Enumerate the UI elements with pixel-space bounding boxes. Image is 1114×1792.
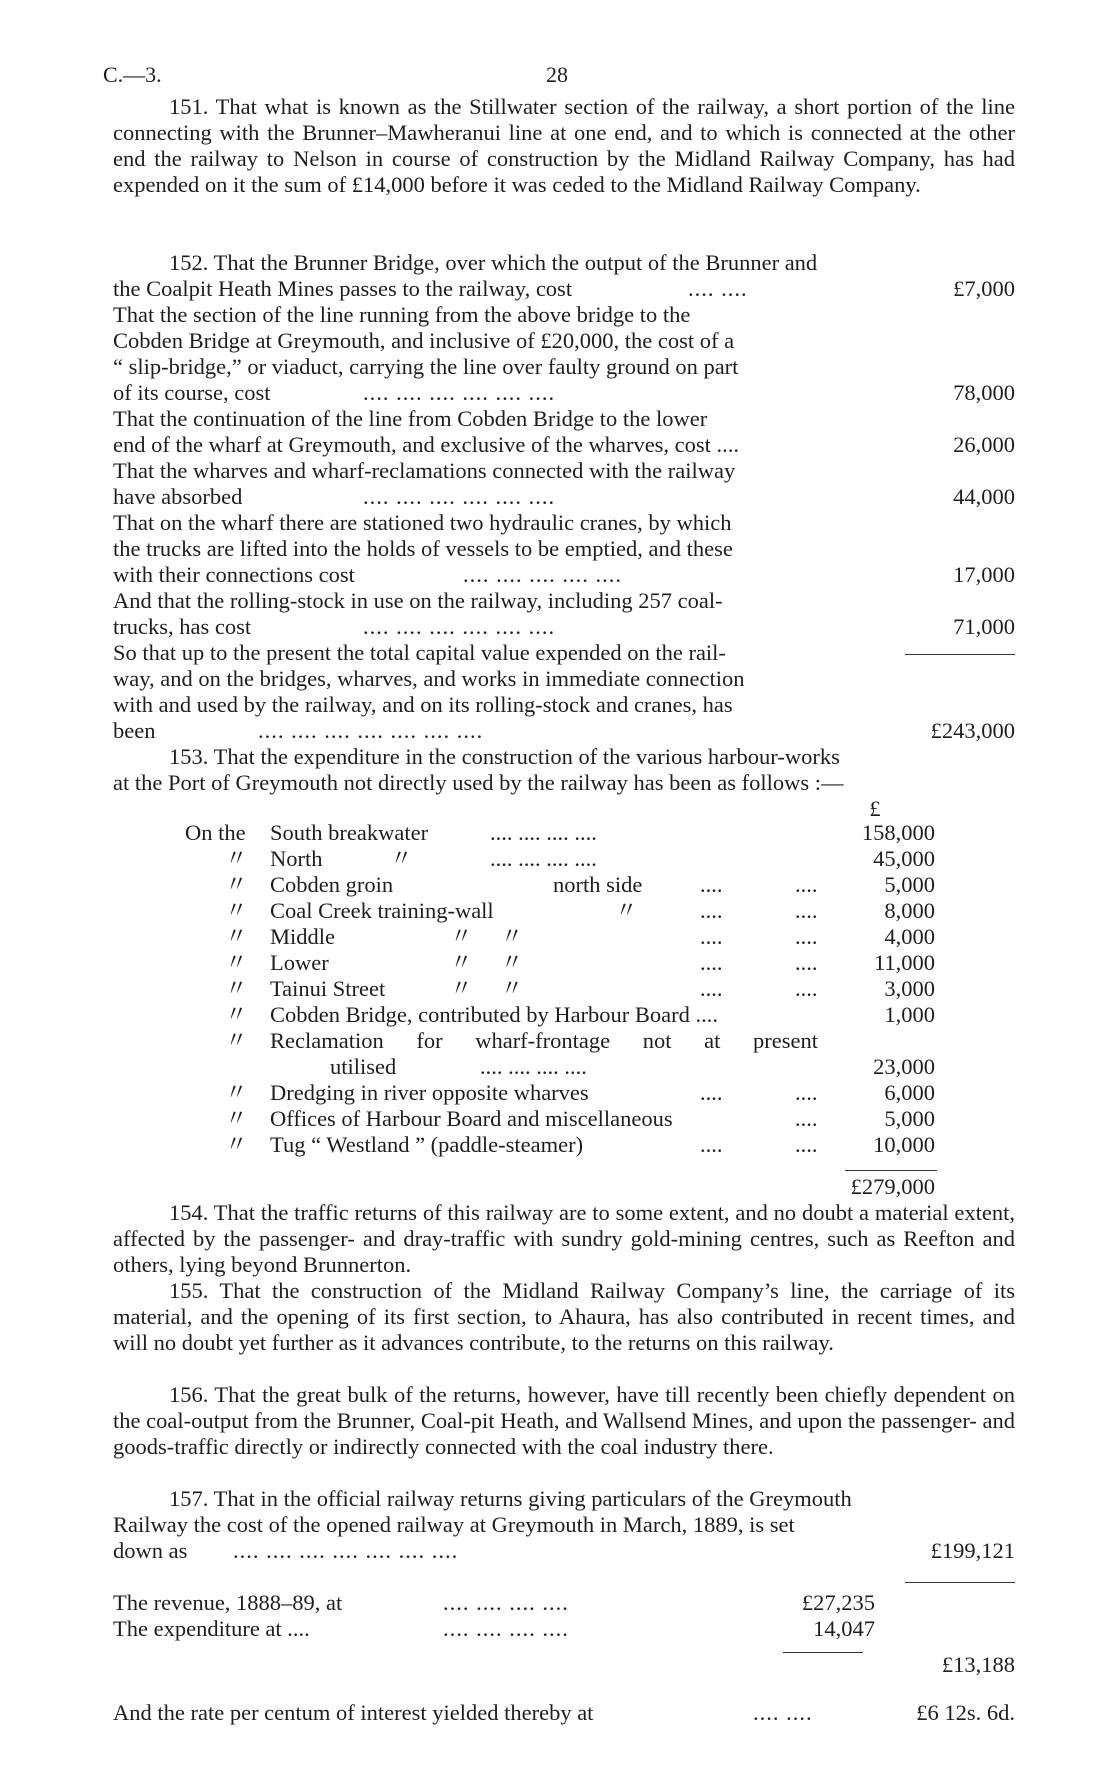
p152-line-15: trucks, has cost .... .... .... .... .... .... 71,000	[113, 614, 1015, 639]
hw-amount: 10,000	[873, 1132, 935, 1157]
p152-line-8: end of the wharf at Greymouth, and exclusive of the wharves, cost .... 26,000	[113, 432, 1015, 457]
revenue-amount: £27,235	[801, 1590, 875, 1615]
p152-line-11: That on the wharf there are stationed two hydraulic cranes, by which	[113, 510, 732, 535]
hw-label: Cobden groin	[270, 872, 394, 897]
subtotal-rule	[905, 654, 1015, 655]
hw-amount: 1,000	[884, 1002, 935, 1027]
p153-line-2: at the Port of Greymouth not directly used by the railway has been as follows :—	[113, 770, 844, 795]
p152-line-12: the trucks are lifted into the holds of vessels to be emptied, and these	[113, 536, 733, 561]
hw-prefix: On the	[185, 820, 246, 845]
paragraph-151: 151. That what is known as the Stillwater section of the railway, a short portion of the line connecting with the Brunner–Mawheranui line at one end, and to which is connected at the other end the railway to Nelson in course of construction by the Midland Railway Company, has had expended on it the sum of £14,000 before it was ceded to the Midland Railway Company.	[113, 94, 1015, 197]
paragraph-155: 155. That the construction of the Midland Railway Company’s line, the carriage of its material, and the opening of its first section, to Ahaura, has also contributed in recent times, and will no doubt yet further as it advances contribute, to the returns on this railway.	[113, 1278, 1015, 1355]
hw-label: Dredging in river opposite wharves	[270, 1080, 589, 1105]
p152-line-6: of its course, cost .... .... .... .... .... .... 78,000	[113, 380, 1015, 405]
hw-ditto: 〃	[225, 1132, 248, 1157]
p157-line-2: Railway the cost of the opened railway at Greymouth in March, 1889, is set	[113, 1512, 795, 1537]
p152-line-3: That the section of the line running from the above bridge to the	[113, 302, 691, 327]
currency-header: £	[869, 796, 881, 821]
hw-label: Tug “ Westland ” (paddle-steamer)	[270, 1132, 584, 1157]
hw-ditto: 〃	[225, 898, 248, 923]
hw-label: Coal Creek training-wall	[270, 898, 494, 923]
hw-amount: 8,000	[884, 898, 935, 923]
opened-railway-cost: £199,121	[930, 1538, 1015, 1563]
rolling-stock-cost: 71,000	[953, 614, 1015, 639]
p157-line-1: 157. That in the official railway returns giving particulars of the Greymouth	[169, 1486, 852, 1511]
hw-label: Middle	[270, 924, 335, 949]
continuation-cost: 26,000	[953, 432, 1015, 457]
hw-label: Tainui Street	[270, 976, 386, 1001]
page-number: 28	[546, 62, 568, 87]
p153-line-1: 153. That the expenditure in the construction of the various harbour-works	[169, 744, 840, 769]
interest-rate: £6 12s. 6d.	[916, 1700, 1015, 1725]
hw-label: Offices of Harbour Board and miscellaneous	[270, 1106, 673, 1131]
wharves-cost: 44,000	[953, 484, 1015, 509]
hw-amount: 3,000	[884, 976, 935, 1001]
section-cost: 78,000	[953, 380, 1015, 405]
hw-ditto: 〃	[225, 1080, 248, 1105]
p157-line-3: down as .... .... .... .... .... .... .... £199,121	[113, 1538, 1015, 1563]
p157-rule	[905, 1582, 1015, 1583]
hw-ditto: 〃	[615, 898, 638, 923]
hw-label: Reclamation for wharf-frontage not at present	[270, 1028, 818, 1053]
p152-line-5: “ slip-bridge,” or viaduct, carrying the line over faulty ground on part	[113, 354, 739, 379]
hw-label: utilised	[330, 1054, 397, 1079]
p152-line-2: the Coalpit Heath Mines passes to the railway, cost .... .... £7,000	[113, 276, 1015, 301]
net-line	[113, 1652, 1015, 1678]
document-page: C.—3. 28 151. That what is known as the Stillwater section of the railway, a short portion of the line connecting with the Brunner–Mawheranui line at one end, and to which is connected at the other end the railway to Nelson in course of construction by the Midland Railway Company, has had expended on it the sum of £14,000 before it was ceded to the Midland Railway Company. 152. That the Brunner Bridge, over which the output of the Brunner and the Coalpit Heath Mines passes to the railway, cost .... .... £7,000 That the section of the line running from the above bridge to the Cobden Bridge at Greymouth, and inclusive of £20,000, the cost of a “ slip-bridge,” or viaduct, carrying the line over faulty ground on part of its course, cost .... .... .... .... .... .... 78,000 That the continuation of the line from Cobden Bridge to the lower end of the wharf at Greymouth, and exclusive of the wharves, cost .... 26,000 That the wharves and wharf-reclamations connected with the railway have absorbed .... .... .... .... .... .... 44,000 That on the wharf there are stationed two hydraulic cranes, by which the trucks are lifted into the holds of vessels to be emptied, and these with their connections cost .... .... .... .... .... 17,000 And that the rolling-stock in use on the railway, including 257 coal- trucks, has cost .... .... .... .... .... .... 71,000 So that up to the present the total capital value expended on the rail- way, and on the bridges, wharves, and works in immediate connection with and used by the railway, and on its rolling-stock and cranes, has been .... .... .... .... .... .... .... £243,000 153. That the expenditure in the construction of the various harbour-works at the Port of Greymouth not directly used by the railway has been as follows :— £ On the South breakwater .... .... .... .... 158,000 〃 North 〃 .... .... .... .... 45,000 〃 Cobden groin north side .... .... 5,000 〃 Coal Creek training-wall 〃 .... .... 8,000 〃 Middle 〃 〃 .... .... 4,000 〃 Lower 〃 〃 .... .... 11,000 〃 Tainui Street 〃 〃 .... .... 3,000 〃 Cobden Bridge, contributed by Harbour Board .... 1,000 〃 Reclamation for wharf-frontage not at present utilised .... .... .... .... 23,000 〃 Dredging in river opposite wharves .... .... 6,000 〃 Offices of Harbour Board and miscellaneous .... 5,000 〃 Tug “ Westland ” (paddle-steamer) .... .... 10,000 £279,000 154. That the traffic returns of this railway are to some extent, and no doubt a material extent, affected by the passenger- and dray-traffic with sundry gold-mining centres, such as Reefton and others, lying beyond Brunnerton. 155. That the construction of the Midland Railway Company’s line, the carriage of its material, and the opening of its first section, to Ahaura, has also contributed in recent times, and will no doubt yet further as it advances contribute, to the returns on this railway. 156. That the great bulk of the returns, however, have till recently been chiefly dependent on the coal-output from the Brunner, Coal-pit Heath, and Wallsend Mines, and upon the passenger- and goods-traffic directly or indirectly connected with the coal industry there. 157. That in the official railway returns giving particulars of the Greymouth Railway the cost of the opened railway at Greymouth in March, 1889, is set down as .... .... .... .... .... .... .... £199,121 The revenue, 1888–89, at .... .... .... .... £27,235 The expenditure at .... .... .... .... .... 14,047 £13,188 And the rate per centum of interest yielded thereby at .... .... £6 12s. 6d.	[0, 0, 1114, 1792]
hw-label: Lower	[270, 950, 329, 975]
p152-line-14: And that the rolling-stock in use on the railway, including 257 coal-	[113, 588, 723, 613]
hw-ditto: 〃	[390, 846, 413, 871]
hw-label: Cobden Bridge, contributed by Harbour Board ....	[270, 1002, 719, 1027]
hw-ditto: 〃	[225, 1028, 248, 1053]
p152-line-9: That the wharves and wharf-reclamations connected with the railway	[113, 458, 736, 483]
hw-amount: 45,000	[873, 846, 935, 871]
p152-line-18: with and used by the railway, and on its rolling-stock and cranes, has	[113, 692, 733, 717]
paragraph-154: 154. That the traffic returns of this railway are to some extent, and no doubt a material extent, affected by the passenger- and dray-traffic with sundry gold-mining centres, such as Reefton and others, lying beyond Brunnerton.	[113, 1200, 1015, 1277]
cranes-cost: 17,000	[953, 562, 1015, 587]
hw-label: North	[270, 846, 323, 871]
p152-line-7: That the continuation of the line from Cobden Bridge to the lower	[113, 406, 708, 431]
expenditure-line: The expenditure at .... .... .... .... .... 14,047	[113, 1616, 875, 1641]
hw-ditto: 〃 〃	[450, 950, 524, 975]
total-capital-value: £243,000	[930, 718, 1015, 743]
harbour-total-rule	[845, 1170, 937, 1171]
hw-ditto: 〃 〃	[450, 924, 524, 949]
hw-ditto: 〃 〃	[450, 976, 524, 1001]
p152-line-4: Cobden Bridge at Greymouth, and inclusive of £20,000, the cost of a	[113, 328, 735, 353]
hw-note: north side	[553, 872, 643, 897]
hw-amount: 5,000	[884, 1106, 935, 1131]
hw-ditto: 〃	[225, 950, 248, 975]
p152-line-1: 152. That the Brunner Bridge, over which the output of the Brunner and	[169, 250, 818, 275]
p152-line-19: been .... .... .... .... .... .... .... £243,000	[113, 718, 1015, 743]
hw-amount: 5,000	[884, 872, 935, 897]
hw-label: South breakwater	[270, 820, 429, 845]
hw-amount: 11,000	[873, 950, 935, 975]
hw-ditto: 〃	[225, 1002, 248, 1027]
p152-line-17: way, and on the bridges, wharves, and works in immediate connection	[113, 666, 745, 691]
p152-line-10: have absorbed .... .... .... .... .... .... 44,000	[113, 484, 1015, 509]
hw-amount: 158,000	[861, 820, 935, 845]
hw-ditto: 〃	[225, 976, 248, 1001]
hw-ditto: 〃	[225, 872, 248, 897]
hw-ditto: 〃	[225, 924, 248, 949]
harbour-works-total: £279,000	[850, 1174, 935, 1199]
hw-amount: 6,000	[884, 1080, 935, 1105]
expenditure-amount: 14,047	[813, 1616, 875, 1641]
document-code: C.—3.	[103, 62, 162, 87]
net-revenue: £13,188	[941, 1652, 1015, 1677]
p152-line-16: So that up to the present the total capital value expended on the rail-	[113, 640, 726, 665]
paragraph-156: 156. That the great bulk of the returns, however, have till recently been chiefly dependent on the coal-output from the Brunner, Coal-pit Heath, and Wallsend Mines, and upon the passenger- and goods-traffic directly or indirectly connected with the coal industry there.	[113, 1382, 1015, 1459]
hw-amount: 4,000	[884, 924, 935, 949]
revenue-line: The revenue, 1888–89, at .... .... .... .... £27,235	[113, 1590, 875, 1615]
hw-ditto: 〃	[225, 1106, 248, 1131]
p152-line-13: with their connections cost .... .... .... .... .... 17,000	[113, 562, 1015, 587]
hw-amount: 23,000	[873, 1054, 935, 1079]
interest-rate-line: And the rate per centum of interest yielded thereby at .... .... £6 12s. 6d.	[113, 1700, 1015, 1725]
hw-ditto: 〃	[225, 846, 248, 871]
brunner-bridge-cost: £7,000	[953, 276, 1015, 301]
